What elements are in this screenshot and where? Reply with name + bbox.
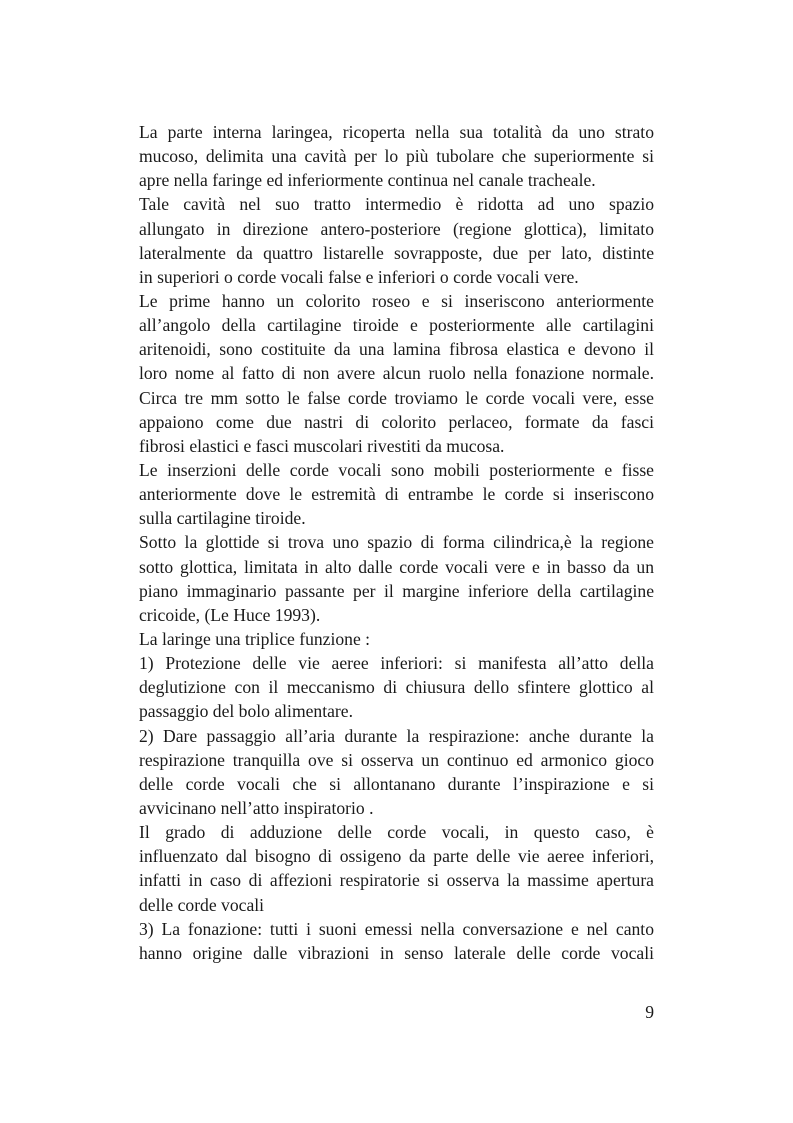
text-line: La parte interna laringea, ricoperta nella sua totalità da uno strato [139, 122, 654, 142]
text-line: hanno origine dalle vibrazioni in senso laterale delle corde vocali [139, 942, 654, 963]
text-line: cricoide, (Le Huce 1993). [139, 604, 321, 625]
text-line: 3) La fonazione: tutti i suoni emessi nella conversazione e nel canto [139, 918, 654, 939]
text-line: fibrosi elastici e fasci muscolari rivestiti da mucosa. [139, 435, 505, 456]
text-line: apre nella faringe ed inferiormente continua nel canale tracheale. [139, 170, 596, 191]
text-line: Il grado di adduzione delle corde vocali, in questo caso, è [139, 822, 654, 843]
text-line: respirazione tranquilla ove si osserva un continuo ed armonico gioco [139, 749, 654, 770]
text-line: in superiori o corde vocali false e inferiori o corde vocali vere. [139, 266, 579, 287]
text-line: passaggio del bolo alimentare. [139, 701, 353, 722]
text-line: appaiono come due nastri di colorito perlaceo, formate da fasci [139, 411, 654, 432]
text-line: La laringe una triplice funzione : [139, 628, 371, 649]
text-line: sotto glottica, limitata in alto dalle corde vocali vere e in basso da un [139, 556, 654, 577]
text-line: Circa tre mm sotto le false corde troviamo le corde vocali vere, esse [139, 387, 654, 408]
text-line: Le inserzioni delle corde vocali sono mobili posteriormente e fisse [139, 459, 654, 480]
text-line: piano immaginario passante per il margine inferiore della cartilagine [139, 580, 654, 601]
text-line: all’angolo della cartilagine tiroide e posteriormente alle cartilagini [139, 315, 654, 336]
text-line: sulla cartilagine tiroide. [139, 508, 306, 529]
text-line: delle corde vocali [139, 894, 265, 915]
text-line: 1) Protezione delle vie aeree inferiori: si manifesta all’atto della [139, 653, 654, 674]
page-number: 9 [645, 1002, 654, 1022]
text-line: 2) Dare passaggio all’aria durante la respirazione: anche durante la [139, 725, 654, 746]
text-line: aritenoidi, sono costituite da una lamina fibrosa elastica e devono il [139, 339, 654, 360]
text-line: loro nome al fatto di non avere alcun ruolo nella fonazione normale. [139, 363, 654, 384]
text-line: mucoso, delimita una cavità per lo più tubolare che superiormente si [139, 146, 654, 167]
text-line: Sotto la glottide si trova uno spazio di forma cilindrica,è la regione [139, 532, 654, 553]
text-line: delle corde vocali che si allontanano durante l’inspirazione e si [139, 773, 654, 794]
text-line: influenzato dal bisogno di ossigeno da parte delle vie aeree inferiori, [139, 846, 654, 867]
text-line: allungato in direzione antero-posteriore (regione glottica), limitato [139, 218, 654, 239]
text-line: lateralmente da quattro listarelle sovrapposte, due per lato, distinte [139, 242, 654, 263]
text-line: infatti in caso di affezioni respiratorie si osserva la massime apertura [139, 870, 654, 891]
text-line: deglutizione con il meccanismo di chiusura dello sfintere glottico al [139, 677, 654, 698]
text-line: avvicinano nell’atto inspiratorio . [139, 797, 374, 818]
text-line: Le prime hanno un colorito roseo e si inseriscono anteriormente [139, 290, 654, 311]
text-line: anteriormente dove le estremità di entrambe le corde si inseriscono [139, 484, 654, 505]
text-line: Tale cavità nel suo tratto intermedio è ridotta ad uno spazio [139, 194, 654, 215]
body-text [139, 120, 654, 965]
